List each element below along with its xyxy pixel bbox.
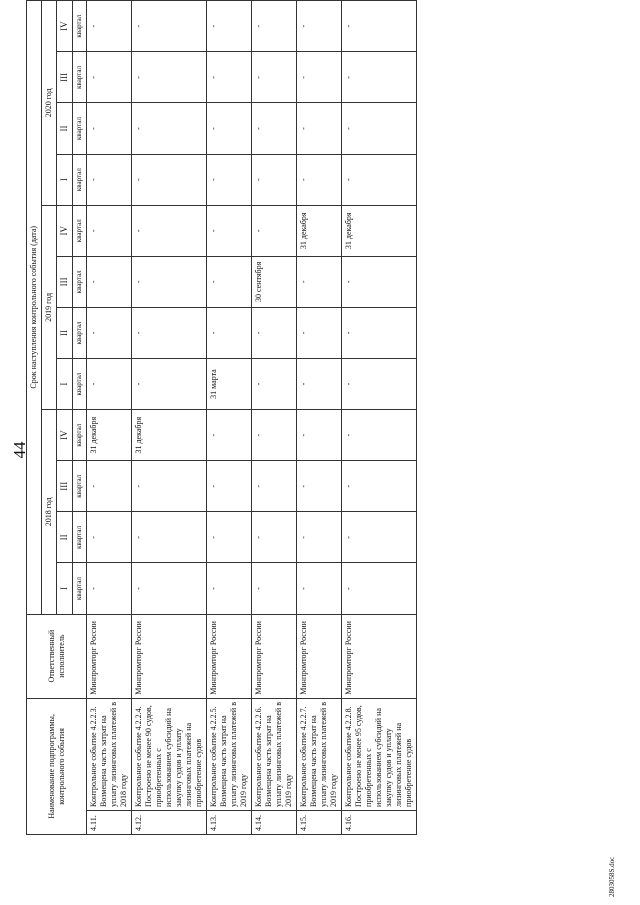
quarter-date-cell: - — [252, 563, 297, 614]
quarter-date-cell: - — [297, 307, 342, 358]
quarter-date-cell: - — [207, 205, 252, 256]
quarter-date-cell: - — [87, 1, 132, 52]
quarter-date-cell: - — [342, 154, 417, 205]
quarter-date-cell: - — [207, 256, 252, 307]
quarter-date-cell: - — [132, 1, 207, 52]
quarter-date-cell: 31 декабря — [297, 205, 342, 256]
quarter-date-cell: - — [252, 512, 297, 563]
quarter-label: квартал — [73, 154, 87, 205]
quarter-label: квартал — [73, 307, 87, 358]
quarter-label: квартал — [73, 103, 87, 154]
quarter-date-cell: - — [87, 563, 132, 614]
quarter-label: квартал — [73, 1, 87, 52]
quarter-date-cell: - — [297, 512, 342, 563]
quarter-date-cell: - — [132, 52, 207, 103]
quarter-date-cell: - — [342, 256, 417, 307]
event-name: Контрольное событие 4.2.2.5. Возмещена часть затрат на уплату лизинговых платежей в 2019 году — [207, 698, 252, 810]
responsible-executor: Минпромторг России — [252, 614, 297, 698]
quarter-date-cell: - — [132, 103, 207, 154]
quarter-date-cell: - — [132, 461, 207, 512]
control-events-table — [26, 0, 417, 835]
quarter-date-cell: - — [132, 563, 207, 614]
quarter-date-cell: - — [252, 359, 297, 410]
quarter-date-cell: 31 декабря — [132, 410, 207, 461]
quarter-label: квартал — [73, 512, 87, 563]
quarter-date-cell: - — [342, 359, 417, 410]
quarter-numeral: I — [57, 563, 73, 614]
quarter-label: квартал — [73, 52, 87, 103]
quarter-date-cell: - — [252, 154, 297, 205]
quarter-date-cell: - — [342, 563, 417, 614]
page-number: 44 — [10, 441, 29, 459]
table-row — [252, 1, 297, 835]
quarter-date-cell: - — [132, 359, 207, 410]
year-header: 2020 год — [42, 1, 57, 206]
quarter-numeral: I — [57, 154, 73, 205]
responsible-column-header: Ответственный исполнитель — [27, 614, 87, 698]
table-row — [297, 1, 342, 835]
quarter-date-cell: - — [297, 1, 342, 52]
quarter-date-cell: - — [207, 1, 252, 52]
quarter-numeral: III — [57, 52, 73, 103]
year-header: 2018 год — [42, 410, 57, 614]
quarter-date-cell: - — [207, 461, 252, 512]
quarter-label: квартал — [73, 256, 87, 307]
quarter-date-cell: - — [297, 256, 342, 307]
quarter-date-cell: - — [342, 52, 417, 103]
quarter-date-cell: - — [132, 154, 207, 205]
quarter-date-cell: - — [252, 410, 297, 461]
quarter-date-cell: - — [87, 307, 132, 358]
quarter-date-cell: - — [342, 103, 417, 154]
quarter-date-cell: - — [87, 205, 132, 256]
quarter-numeral: III — [57, 461, 73, 512]
responsible-executor: Минпромторг России — [207, 614, 252, 698]
quarter-date-cell: - — [207, 154, 252, 205]
deadline-column-header: Срок наступления контрольного события (дата) — [27, 1, 42, 615]
quarter-date-cell: - — [252, 307, 297, 358]
row-number: 4.11. — [87, 810, 132, 834]
quarter-numeral: III — [57, 256, 73, 307]
table-row — [132, 1, 207, 835]
quarter-numeral: IV — [57, 205, 73, 256]
quarter-label: квартал — [73, 205, 87, 256]
responsible-executor: Минпромторг России — [132, 614, 207, 698]
quarter-date-cell: - — [252, 205, 297, 256]
quarter-numeral: II — [57, 512, 73, 563]
quarter-date-cell: - — [207, 307, 252, 358]
quarter-date-cell: - — [207, 512, 252, 563]
quarter-date-cell: - — [132, 205, 207, 256]
quarter-date-cell: - — [297, 359, 342, 410]
quarter-numeral: II — [57, 307, 73, 358]
quarter-date-cell: - — [87, 461, 132, 512]
quarter-date-cell: - — [252, 52, 297, 103]
quarter-date-cell: - — [207, 563, 252, 614]
event-name: Контрольное событие 4.2.2.4. Построено не менее 90 судов, приобретенных с использованием субсидий на закупку судов и уплату лизинговых платежей на приобретение судов — [132, 698, 207, 810]
quarter-date-cell: - — [132, 256, 207, 307]
quarter-date-cell: - — [132, 512, 207, 563]
quarter-numeral: IV — [57, 1, 73, 52]
quarter-date-cell: - — [342, 461, 417, 512]
row-number: 4.14. — [252, 810, 297, 834]
quarter-date-cell: - — [87, 52, 132, 103]
quarter-date-cell: - — [87, 359, 132, 410]
quarter-date-cell: 31 декабря — [342, 205, 417, 256]
quarter-date-cell: - — [87, 154, 132, 205]
quarter-date-cell: - — [87, 103, 132, 154]
row-number: 4.13. — [207, 810, 252, 834]
quarter-date-cell: - — [297, 103, 342, 154]
quarter-date-cell: 31 декабря — [87, 410, 132, 461]
quarter-date-cell: - — [252, 1, 297, 52]
responsible-executor: Минпромторг России — [87, 614, 132, 698]
quarter-date-cell: - — [207, 52, 252, 103]
responsible-executor: Минпромторг России — [297, 614, 342, 698]
quarter-date-cell: - — [87, 512, 132, 563]
quarter-label: квартал — [73, 563, 87, 614]
quarter-label: квартал — [73, 461, 87, 512]
quarter-date-cell: - — [297, 154, 342, 205]
quarter-date-cell: - — [297, 52, 342, 103]
row-number: 4.12. — [132, 810, 207, 834]
responsible-executor: Минпромторг России — [342, 614, 417, 698]
quarter-date-cell: - — [342, 410, 417, 461]
event-name: Контрольное событие 4.2.2.3. Возмещена часть затрат на уплату лизинговых платежей в 2018 году — [87, 698, 132, 810]
table-row — [207, 1, 252, 835]
quarter-date-cell: - — [297, 410, 342, 461]
event-name: Контрольное событие 4.2.2.8. Построено не менее 95 судов, приобретенных с использованием субсидий на закупку судов и уплату лизинговых платежей на приобретение судов — [342, 698, 417, 810]
file-label: 2803058S.doc — [608, 856, 616, 897]
quarter-date-cell: 30 сентября — [252, 256, 297, 307]
quarter-date-cell: - — [297, 563, 342, 614]
quarter-date-cell: - — [132, 307, 207, 358]
quarter-date-cell: - — [87, 256, 132, 307]
table-row — [342, 1, 417, 835]
quarter-numeral: IV — [57, 410, 73, 461]
row-number: 4.15. — [297, 810, 342, 834]
name-column-header: Наименование подпрограммы, контрольного события — [27, 698, 87, 834]
table-row — [87, 1, 132, 835]
quarter-date-cell: - — [252, 103, 297, 154]
quarter-date-cell: - — [252, 461, 297, 512]
quarter-date-cell: - — [207, 103, 252, 154]
quarter-date-cell: 31 марта — [207, 359, 252, 410]
quarter-date-cell: - — [207, 410, 252, 461]
quarter-date-cell: - — [342, 512, 417, 563]
quarter-numeral: II — [57, 103, 73, 154]
quarter-date-cell: - — [342, 1, 417, 52]
year-header: 2019 год — [42, 205, 57, 409]
row-number: 4.16. — [342, 810, 417, 834]
quarter-label: квартал — [73, 359, 87, 410]
quarter-date-cell: - — [342, 307, 417, 358]
quarter-numeral: I — [57, 359, 73, 410]
event-name: Контрольное событие 4.2.2.6. Возмещена часть затрат на уплату лизинговых платежей в 2019 году — [252, 698, 297, 810]
quarter-date-cell: - — [297, 461, 342, 512]
event-name: Контрольное событие 4.2.2.7. Возмещена часть затрат на уплату лизинговых платежей в 2019 году — [297, 698, 342, 810]
quarter-label: квартал — [73, 410, 87, 461]
